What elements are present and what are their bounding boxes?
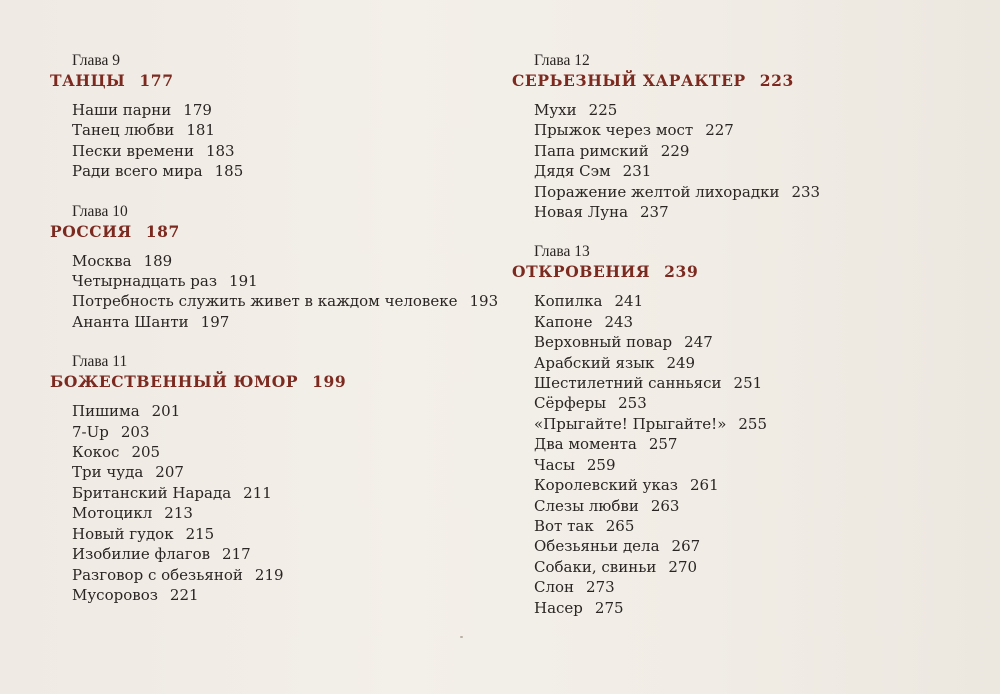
entry-title: Обезьяньи дела [534, 537, 660, 556]
paper-speck [460, 636, 463, 638]
chapter-section [50, 202, 498, 333]
entry-page-number: 247 [684, 333, 713, 352]
toc-entry [72, 524, 498, 544]
toc-entry [534, 455, 820, 475]
entry-title: Часы [534, 455, 575, 474]
entry-page-number: 203 [120, 422, 150, 441]
entry-page-number: 213 [164, 504, 193, 523]
entry-page-number: 211 [243, 483, 272, 502]
toc-entry [534, 475, 820, 495]
toc-entry [72, 251, 498, 271]
toc-entry [534, 291, 820, 311]
entry-title: Три чуда [72, 463, 144, 482]
entry-page-number: 221 [169, 585, 199, 604]
toc-entry [72, 565, 498, 585]
chapter-label: Глава 9 [72, 52, 121, 69]
chapter-title-text: РОССИЯ [50, 221, 132, 241]
toc-entry [72, 312, 498, 332]
chapter-label: Глава 12 [534, 52, 590, 69]
toc-entry [534, 557, 820, 577]
chapter-title [512, 261, 820, 283]
entry-page-number: 219 [254, 565, 284, 584]
entry-page-number: 225 [588, 101, 618, 119]
toc-entry [72, 271, 498, 291]
toc-column-left [50, 51, 498, 605]
entry-title: Четырнадцать раз [72, 272, 218, 291]
toc-entry [72, 141, 498, 161]
toc-entry [72, 442, 498, 462]
toc-entry [534, 141, 820, 161]
entry-page-number: 259 [586, 455, 616, 474]
toc-entry [534, 202, 820, 222]
entry-page-number: 191 [229, 272, 258, 291]
entry-title: Капоне [534, 312, 593, 331]
entry-page-number: 243 [604, 312, 634, 331]
chapter-page-number: 177 [139, 71, 174, 90]
entry-page-number: 251 [733, 374, 763, 393]
chapter-title-text: БОЖЕСТВЕННЫЙ ЮМОР [50, 372, 299, 392]
toc-entry [72, 291, 498, 311]
entry-title: Изобилие флагов [72, 545, 211, 564]
toc-entry [534, 182, 820, 202]
entry-title: Ради всего мира [72, 162, 203, 181]
entry-title: Арабский язык [534, 353, 655, 372]
entry-title: Британский Нарада [72, 483, 232, 502]
entry-list [512, 100, 820, 222]
toc-entry [534, 373, 820, 393]
chapter-title-text: ОТКРОВЕНИЯ [512, 262, 651, 282]
entry-page-number: 249 [666, 353, 696, 372]
entry-page-number: 270 [668, 557, 698, 576]
entry-page-number: 185 [214, 162, 244, 181]
entry-page-number: 241 [614, 292, 644, 311]
entry-page-number: 263 [650, 496, 680, 515]
entry-title: Слон [534, 578, 575, 597]
entry-page-number: 201 [151, 402, 181, 421]
toc-column-right [512, 51, 820, 618]
chapter-title [50, 371, 498, 393]
toc-entry [534, 120, 820, 140]
entry-page-number: 257 [648, 435, 678, 454]
chapter-section [50, 352, 498, 605]
entry-title: Сёрферы [534, 394, 607, 413]
entry-page-number: 253 [618, 394, 647, 413]
entry-title: Мотоцикл [72, 504, 153, 523]
entry-title: Танец любви [72, 121, 175, 140]
chapter-title-text: ТАНЦЫ [50, 71, 126, 90]
toc-entry [534, 414, 820, 434]
entry-title: Наши парни [72, 101, 172, 119]
entry-page-number: 205 [131, 443, 161, 462]
toc-entry [72, 483, 498, 503]
toc-entry [72, 462, 498, 482]
toc-entry [534, 536, 820, 556]
entry-page-number: 261 [690, 476, 719, 495]
toc-entry [72, 585, 498, 605]
toc-entry [534, 161, 820, 181]
entry-page-number: 183 [205, 141, 235, 160]
entry-title: Дядя Сэм [534, 162, 611, 181]
entry-page-number: 275 [594, 598, 624, 617]
entry-title: Королевский указ [534, 476, 678, 495]
entry-title: 7-Up [72, 422, 109, 441]
chapter-label: Глава 10 [72, 202, 128, 220]
entry-title: Копилка [534, 292, 603, 311]
toc-entry [72, 544, 498, 564]
entry-title: Пишима [72, 402, 140, 421]
toc-entry [72, 503, 498, 523]
entry-title: Папа римский [534, 141, 649, 160]
entry-title: Вот так [534, 516, 594, 535]
chapter-section [50, 51, 498, 182]
entry-page-number: 273 [586, 578, 615, 597]
entry-title: Прыжок через мост [534, 121, 694, 140]
entry-page-number: 267 [671, 537, 701, 556]
chapter-page-number: 239 [664, 262, 699, 282]
toc-entry [534, 312, 820, 332]
entry-page-number: 255 [738, 414, 768, 433]
entry-page-number: 265 [605, 516, 635, 535]
toc-entry [534, 496, 820, 516]
chapter-label: Глава 11 [72, 353, 128, 371]
chapter-section [512, 242, 820, 618]
entry-title: Разговор с обезьяной [72, 565, 243, 584]
toc-entry [534, 393, 820, 413]
entry-list [50, 251, 498, 333]
toc-entry [534, 332, 820, 352]
entry-title: Мусоровоз [72, 585, 158, 604]
toc-entry [72, 401, 498, 421]
entry-page-number: 231 [622, 162, 652, 181]
toc-entry [72, 120, 498, 140]
chapter-title [512, 70, 820, 92]
entry-title: «Прыгайте! Прыгайте!» [534, 414, 727, 433]
toc-entry [534, 598, 820, 618]
entry-title: Верховный повар [534, 333, 673, 352]
chapter-page-number: 199 [312, 372, 347, 392]
toc-entry [534, 434, 820, 454]
entry-title: Поражение желтой лихорадки [534, 182, 780, 201]
entry-list [50, 100, 498, 182]
entry-title: Два момента [534, 435, 637, 454]
entry-page-number: 227 [705, 121, 734, 140]
entry-list [512, 291, 820, 618]
entry-page-number: 229 [660, 141, 690, 160]
entry-page-number: 179 [183, 101, 212, 119]
chapter-title [50, 221, 498, 243]
chapter-title [50, 70, 498, 92]
toc-entry [534, 100, 820, 120]
entry-title: Мухи [534, 101, 577, 119]
toc-entry [72, 422, 498, 442]
entry-title: Шестилетний санньяси [534, 374, 722, 393]
entry-title: Слезы любви [534, 496, 639, 515]
chapter-title-text: СЕРЬЕЗНЫЙ ХАРАКТЕР [512, 71, 746, 90]
entry-page-number: 181 [186, 121, 215, 140]
entry-page-number: 207 [155, 463, 184, 482]
entry-page-number: 237 [640, 203, 669, 222]
toc-entry [534, 353, 820, 373]
entry-title: Потребность служить живет в каждом человеке [72, 292, 458, 311]
entry-title: Кокос [72, 443, 120, 462]
chapter-page-number: 223 [759, 71, 794, 90]
toc-entry [72, 100, 498, 120]
toc-entry [534, 516, 820, 536]
chapter-label: Глава 13 [534, 243, 590, 261]
entry-list [50, 401, 498, 605]
entry-title: Москва [72, 251, 132, 270]
toc-entry [72, 161, 498, 181]
chapter-page-number: 187 [145, 221, 180, 241]
entry-title: Ананта Шанти [72, 312, 189, 331]
chapter-section [512, 51, 820, 222]
entry-page-number: 189 [143, 251, 173, 270]
toc-entry [534, 577, 820, 597]
entry-page-number: 197 [200, 312, 230, 331]
entry-title: Насер [534, 598, 583, 617]
entry-title: Собаки, свиньи [534, 557, 657, 576]
entry-page-number: 217 [222, 545, 251, 564]
entry-title: Новая Луна [534, 203, 629, 222]
entry-title: Пески времени [72, 141, 194, 160]
entry-title: Новый гудок [72, 524, 174, 543]
entry-page-number: 193 [469, 292, 499, 311]
entry-page-number: 233 [791, 182, 821, 201]
entry-page-number: 215 [185, 524, 215, 543]
